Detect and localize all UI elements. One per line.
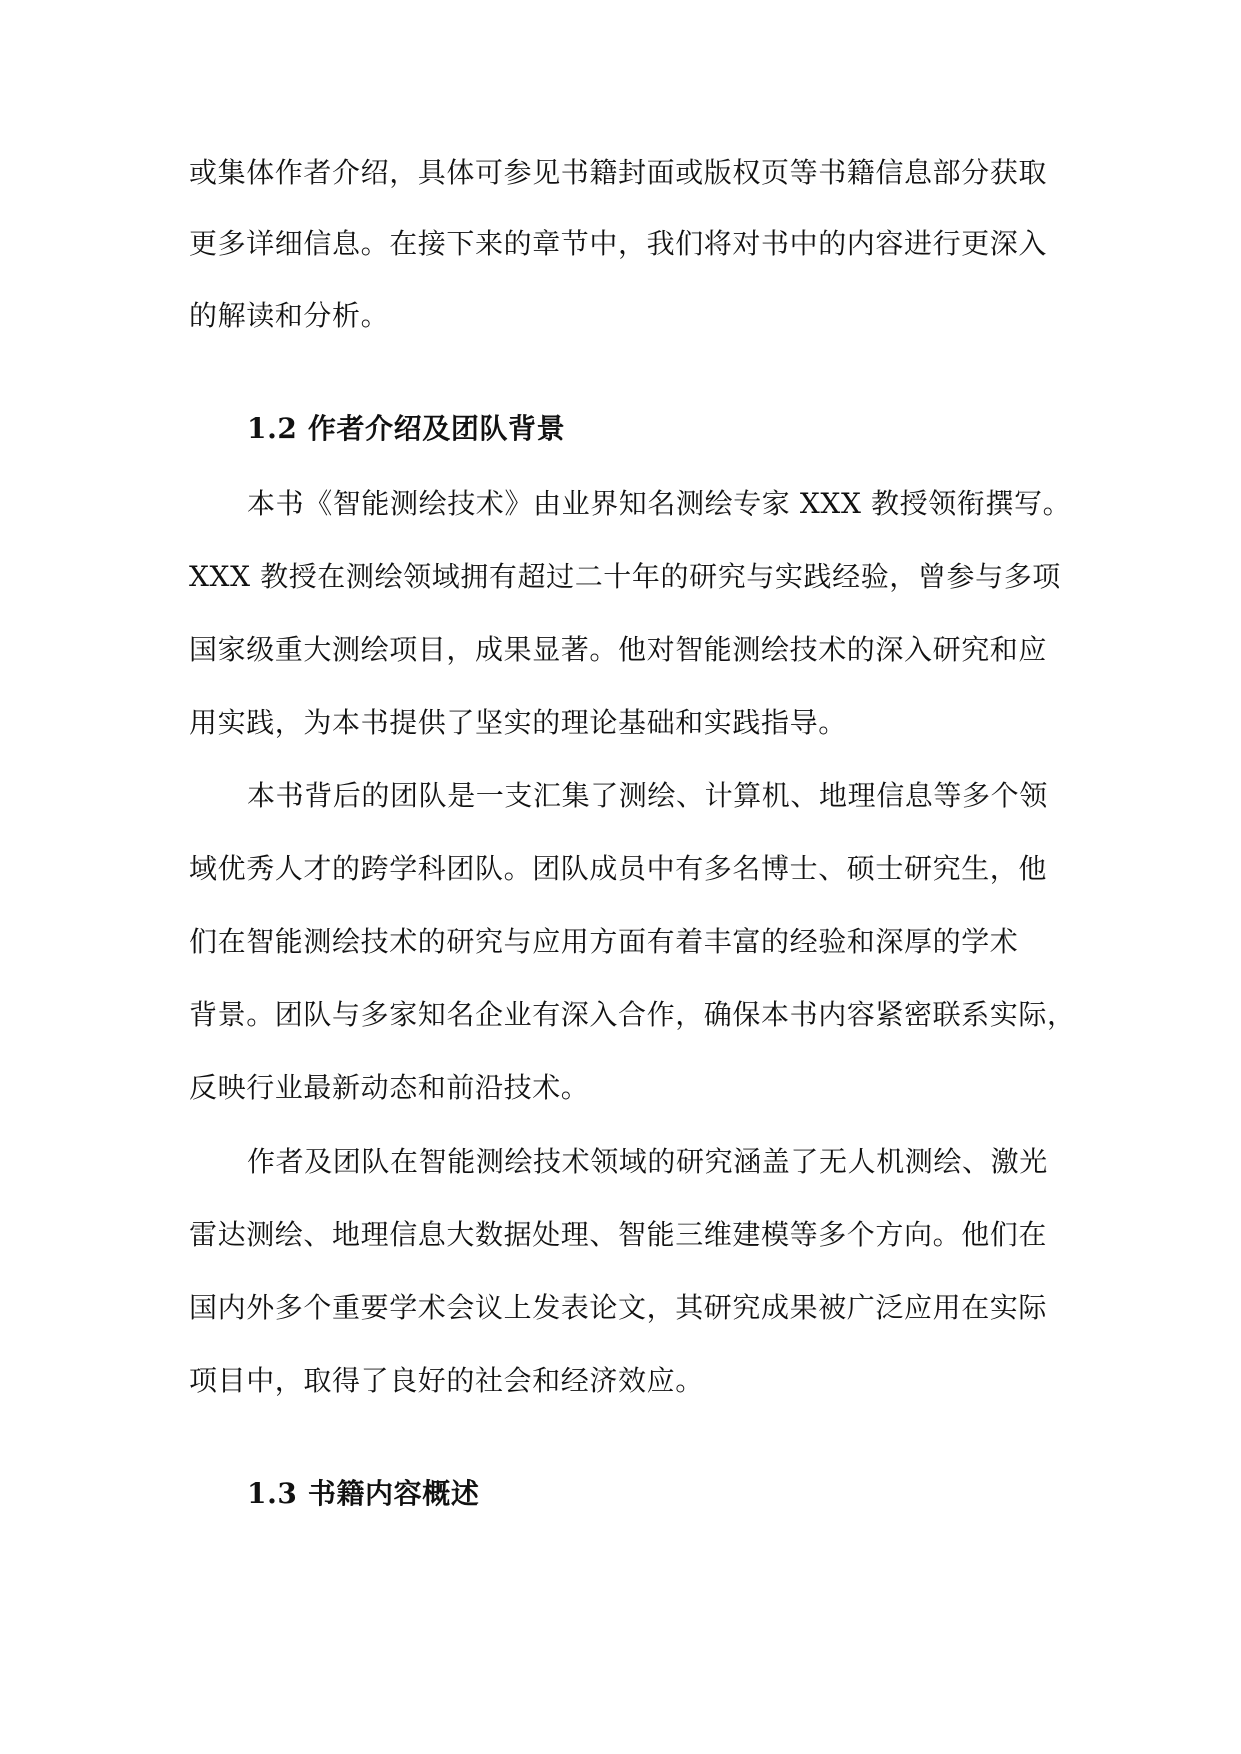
intro-line-2: 更多详细信息。在接下来的章节中，我们将对书中的内容进行更深入: [189, 227, 1048, 260]
paragraph-1-line-3: 国家级重大测绘项目，成果显著。他对智能测绘技术的深入研究和应: [189, 633, 1048, 666]
paragraph-2-line-4: 背景。团队与多家知名企业有深入合作，确保本书内容紧密联系实际，: [189, 998, 1076, 1031]
paragraph-1-line-2: XXX 教授在测绘领域拥有超过二十年的研究与实践经验，曾参与多项: [189, 560, 1061, 593]
paragraph-3-line-2: 雷达测绘、地理信息大数据处理、智能三维建模等多个方向。他们在: [189, 1218, 1048, 1251]
intro-line-3: 的解读和分析。: [189, 299, 390, 332]
paragraph-3-line-4: 项目中，取得了良好的社会和经济效应。: [189, 1364, 704, 1397]
paragraph-2-line-2: 域优秀人才的跨学科团队。团队成员中有多名博士、硕士研究生，他: [189, 852, 1048, 885]
paragraph-3-line-1: 作者及团队在智能测绘技术领域的研究涵盖了无人机测绘、激光: [247, 1145, 1048, 1178]
paragraph-1-line-1: 本书《智能测绘技术》由业界知名测绘专家 XXX 教授领衔撰写。: [247, 487, 1072, 520]
paragraph-3-line-3: 国内外多个重要学术会议上发表论文，其研究成果被广泛应用在实际: [189, 1291, 1048, 1324]
paragraph-2-line-3: 们在智能测绘技术的研究与应用方面有着丰富的经验和深厚的学术: [189, 925, 1019, 958]
section-heading-1-3: 1.3 书籍内容概述: [247, 1477, 480, 1510]
paragraph-2-line-5: 反映行业最新动态和前沿技术。: [189, 1071, 590, 1104]
paragraph-2-line-1: 本书背后的团队是一支汇集了测绘、计算机、地理信息等多个领: [247, 779, 1048, 812]
paragraph-1-line-4: 用实践，为本书提供了坚实的理论基础和实践指导。: [189, 706, 847, 739]
section-heading-1-2: 1.2 作者介绍及团队背景: [247, 412, 566, 445]
intro-line-1: 或集体作者介绍，具体可参见书籍封面或版权页等书籍信息部分获取: [189, 156, 1048, 189]
